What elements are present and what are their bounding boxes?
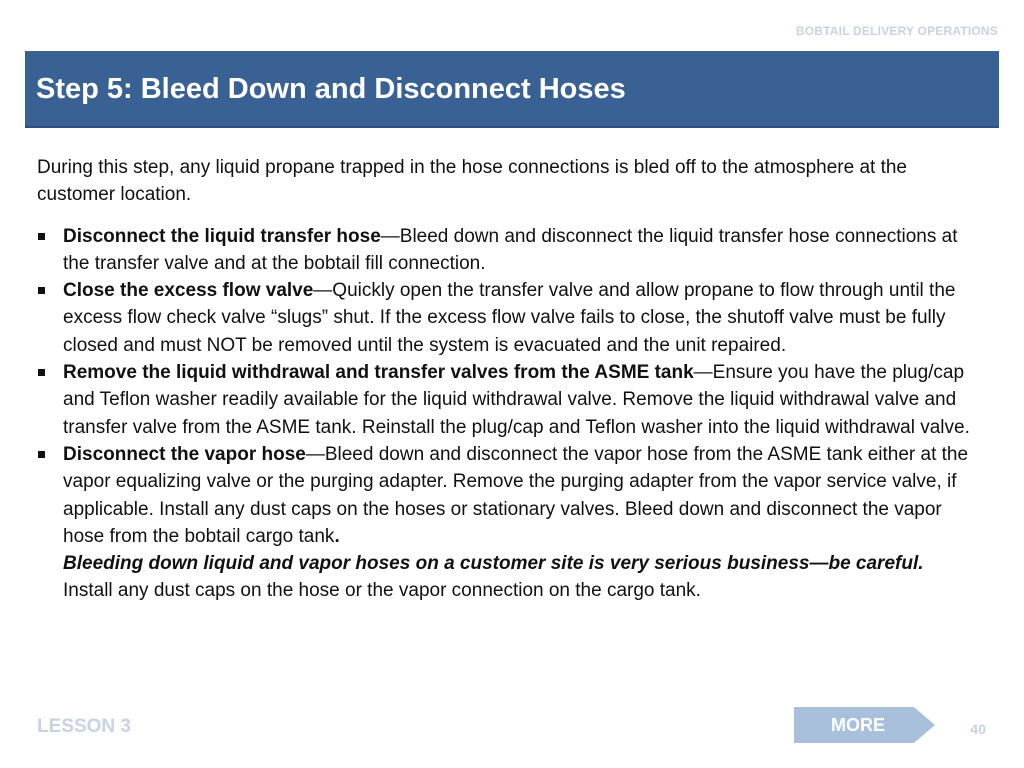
slide-content [37, 154, 977, 605]
page-number: 40 [970, 721, 986, 737]
bullet-text: —Quickly open the transfer valve and allow propane to flow through until the excess flow check valve “slugs” shut. If the excess flow valve fails to close, the shutoff valve must be fully closed and must NOT be removed until the system is evacuated and the unit repaired. [63, 280, 956, 356]
more-button-label: MORE [831, 714, 885, 735]
bullet-text: —Bleed down and disconnect the vapor hose from the ASME tank either at the vapor equalizing valve or the purging adapter. Remove the purging adapter from the vapor service valve, if applicable. Install any dust caps on the hoses or stationary valves. Bleed down and disconnect the vapor hose from the bobtail cargo tank [63, 443, 969, 547]
bullet-lead: Close the excess flow valve [63, 280, 314, 302]
square-bullet-icon [38, 451, 45, 458]
more-button[interactable] [794, 707, 935, 743]
bullet-period: . [334, 525, 340, 547]
bullet-lead: Remove the liquid withdrawal and transfer valves from the ASME tank [63, 362, 694, 384]
square-bullet-icon [38, 369, 45, 376]
course-label: BOBTAIL DELIVERY OPERATIONS [795, 24, 998, 38]
intro-paragraph: During this step, any liquid propane trapped in the hose connections is bled off to the atmosphere at the customer location. [37, 157, 907, 206]
safety-warning: Bleeding down liquid and vapor hoses on a customer site is very serious business—be careful. [63, 553, 924, 575]
square-bullet-icon [38, 233, 45, 240]
bullet-tail-text: Install any dust caps on the hose or the vapor connection on the cargo tank. [63, 580, 701, 602]
bullet-item [37, 359, 977, 441]
lesson-label: LESSON 3 [37, 716, 131, 737]
bullet-item [37, 441, 977, 605]
bullet-item [37, 223, 977, 278]
bullet-list [37, 223, 977, 605]
title-bar [25, 51, 999, 128]
bullet-lead: Disconnect the liquid transfer hose [63, 225, 381, 247]
bullet-text: —Bleed down and disconnect the liquid transfer hose connections at the transfer valve and at the bobtail fill connection. [63, 225, 958, 274]
slide-title: Step 5: Bleed Down and Disconnect Hoses [36, 73, 626, 105]
square-bullet-icon [38, 287, 45, 294]
bullet-lead: Disconnect the vapor hose [63, 443, 306, 465]
bullet-item [37, 277, 977, 359]
bullet-text: —Ensure you have the plug/cap and Teflon washer readily available for the liquid withdrawal valve. Remove the liquid withdrawal valve and transfer valve from the ASME tank. Reinstall the plug/cap and Teflon washer into the liquid withdrawal valve. [63, 362, 970, 438]
